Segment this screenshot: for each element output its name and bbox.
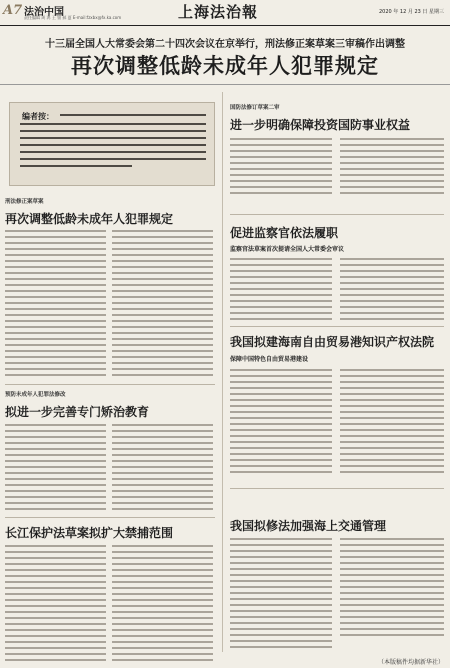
- right-heading-1: 进一步明确保障投资国防事业权益: [230, 118, 411, 132]
- left-text-d: [112, 424, 213, 514]
- left-text-a: [5, 230, 106, 380]
- right-text-b: [340, 138, 444, 198]
- right-heading-3: 我国拟建海南自由贸易港知识产权法院: [230, 335, 435, 349]
- source-note: （本版稿件均据新华社）: [377, 659, 444, 666]
- left-divider-2: [5, 517, 215, 518]
- left-heading-3: 长江保护法草案拟扩大禁捕范围: [5, 526, 174, 540]
- right-text-d: [340, 258, 444, 324]
- editor-note-label: 编者按：: [22, 112, 54, 121]
- right-text-e: [230, 369, 332, 477]
- left-heading-2: 拟进一步完善专门矫治教育: [5, 405, 150, 419]
- header-rule: [0, 25, 450, 26]
- left-heading-1: 再次调整低龄未成年人犯罪规定: [5, 212, 174, 226]
- right-heading-2: 促进监察官依法履职: [230, 226, 339, 240]
- dateline: 2020 年 12 月 23 日 星期三: [379, 9, 444, 15]
- section-title: 法治中国: [24, 7, 64, 18]
- right-heading-4: 我国拟修法加强海上交通管理: [230, 519, 387, 533]
- main-headline: 再次调整低龄未成年人犯罪规定: [71, 54, 379, 78]
- right-text-g: [230, 538, 332, 652]
- left-text-f: [112, 545, 213, 665]
- left-divider-1: [5, 384, 215, 385]
- right-subheading-2: 监察官法草案首次提请全国人大常委会审议: [230, 246, 345, 253]
- right-divider-2: [230, 326, 444, 327]
- left-text-b: [112, 230, 213, 380]
- left-text-e: [5, 545, 106, 665]
- right-divider-3: [230, 488, 444, 489]
- right-text-a: [230, 138, 332, 198]
- right-subheading-3: 保障中国特色自由贸易港建设: [230, 356, 309, 363]
- right-text-h: [340, 538, 444, 640]
- kicker: 十三届全国人大常委会第二十四次会议在京举行，刑法修正案草案三审稿作出调整: [45, 39, 405, 50]
- page-header: [0, 0, 450, 24]
- column-divider: [222, 92, 223, 652]
- right-text-f: [340, 369, 444, 477]
- masthead: 上海法治報: [178, 3, 259, 21]
- left-subhead-2: 预防未成年人犯罪法修改: [5, 392, 66, 398]
- right-divider-1: [230, 214, 444, 215]
- right-subhead-1: 国防法修订草案二审: [230, 105, 280, 111]
- page-number: A7: [3, 3, 23, 18]
- left-subhead-1: 刑法修正案草案: [5, 199, 44, 205]
- left-text-c: [5, 424, 106, 514]
- right-text-c: [230, 258, 332, 324]
- editor-note: [9, 102, 215, 186]
- divider: [0, 84, 450, 85]
- editor-credits: 责任编辑 周 鸿 王 银 郝 夏 E-mail:fzxbx@fx.ka.com: [24, 15, 122, 20]
